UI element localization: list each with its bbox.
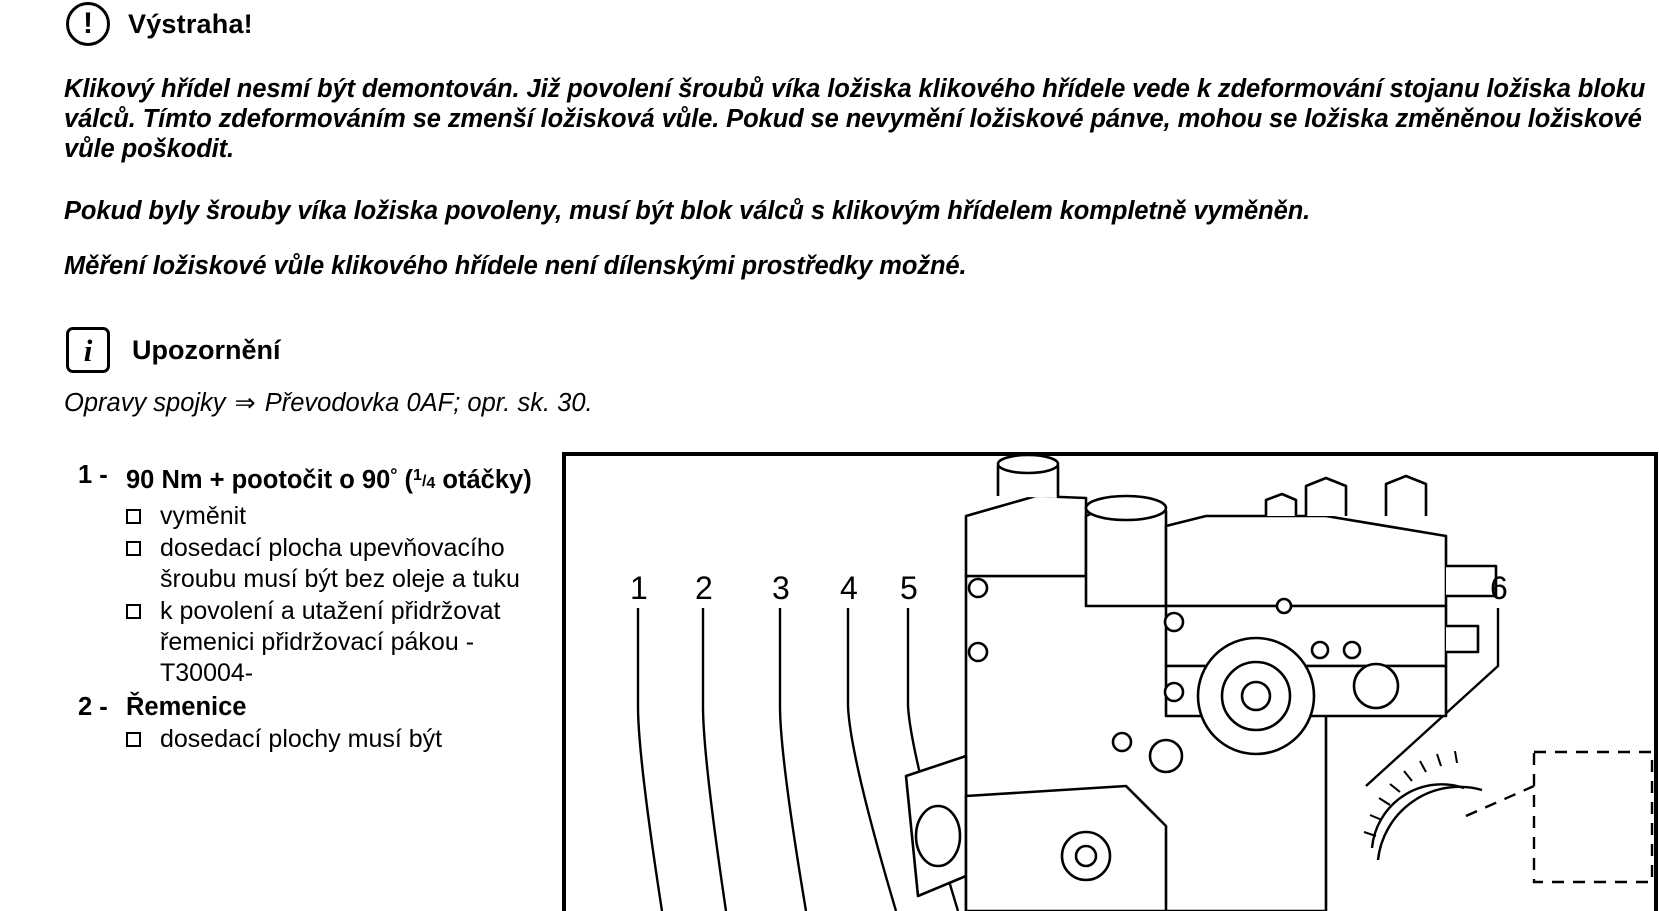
legend-subitem-text: vyměnit xyxy=(160,502,247,530)
legend-subitem-text: dosedací plochy musí být xyxy=(160,725,443,753)
note-heading xyxy=(66,327,281,373)
legend-item-title xyxy=(126,459,548,500)
degree-symbol: ° xyxy=(390,465,398,485)
info-box-icon xyxy=(66,327,110,373)
callout-label-1: 1 xyxy=(630,570,648,606)
warning-icon-glyph: ! xyxy=(83,7,93,40)
note-text xyxy=(64,388,593,418)
engine-line-drawing xyxy=(566,456,1654,911)
callout-label-5: 5 xyxy=(900,570,918,606)
callout-label-2: 2 xyxy=(695,570,713,606)
legend-subitem-text: dosedací plocha upevňovacího šroubu musí být bez oleje a tuku xyxy=(160,534,520,593)
legend-item-number: 1 - xyxy=(78,461,108,489)
warning-title: Výstraha! xyxy=(128,8,253,39)
fraction-quarter xyxy=(413,467,436,492)
legend-subitem xyxy=(126,501,548,532)
legend-item-title: Řemenice xyxy=(126,693,247,721)
legend-subitem-text: k povolení a utažení přidržovat řemenici přidržovací pákou -T30004- xyxy=(160,597,501,687)
legend-title-pre: 90 Nm + pootočit o 90 xyxy=(126,466,391,494)
legend-item-number: 2 - xyxy=(78,693,108,721)
checkbox-bullet-icon xyxy=(126,724,160,755)
engine-assembly-figure xyxy=(562,452,1658,911)
info-icon-glyph: i xyxy=(83,332,93,368)
fraction-denominator: 4 xyxy=(426,475,436,492)
callout-label-3: 3 xyxy=(772,570,790,606)
warning-paragraph-3: Měření ložiskové vůle klikového hřídele není dílenskými prostředky možné. xyxy=(64,252,967,280)
checkbox-bullet-icon xyxy=(126,501,160,532)
callout-label-6: 6 xyxy=(1490,570,1508,606)
legend-title-close: otáčky) xyxy=(435,466,532,494)
legend-item-header xyxy=(78,691,548,723)
checkbox-bullet-icon xyxy=(126,596,160,689)
checkbox-bullet-icon xyxy=(126,533,160,595)
note-title: Upozornění xyxy=(132,334,281,365)
legend-subitem xyxy=(126,724,548,755)
cross-reference-arrow-icon: ⇒ xyxy=(234,389,256,417)
exclamation-circle-icon xyxy=(66,2,110,46)
legend-title-open: ( xyxy=(397,466,414,494)
warning-heading xyxy=(66,2,253,46)
list-item xyxy=(78,691,548,755)
note-text-before: Opravy spojky xyxy=(64,389,226,417)
callout-label-4: 4 xyxy=(840,570,858,606)
note-text-after: Převodovka 0AF; opr. sk. 30. xyxy=(264,389,593,417)
fraction-slash: / xyxy=(421,473,427,490)
warning-paragraph-1: Klikový hřídel nesmí být demontován. Již povolení šroubů víka ložiska klikového hřídele vede k zdeformování stojanu ložiska bloku válců. Tímto zdeformováním se zmenší ložisková vůle. Pokud se nevymění ložiskové pánve, mohou se ložiska změněnou ložiskové vůle poškodit. xyxy=(64,75,1646,163)
parts-legend-list xyxy=(78,459,548,757)
list-item xyxy=(78,459,548,689)
warning-paragraph-2: Pokud byly šrouby víka ložiska povoleny, musí být blok válců s klikovým hřídelem kompletně vyměněn. xyxy=(64,197,1311,225)
legend-item-header xyxy=(78,459,548,500)
fraction-numerator: 1 xyxy=(413,467,422,484)
legend-subitem xyxy=(126,596,548,689)
legend-subitem xyxy=(126,533,548,595)
